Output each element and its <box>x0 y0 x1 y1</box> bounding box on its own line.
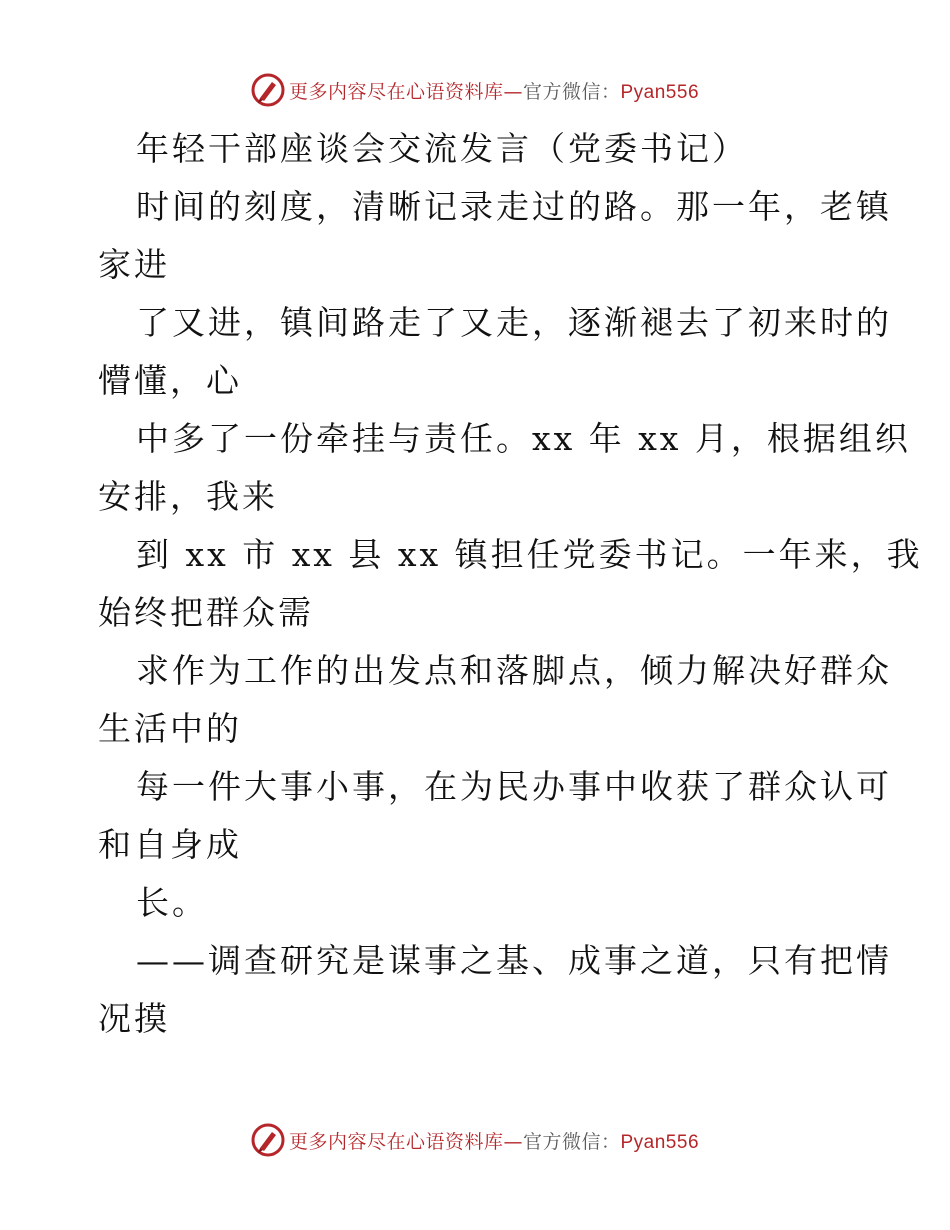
text-line: 家进 <box>98 245 170 284</box>
footer-banner <box>0 1120 950 1160</box>
header-banner-slogan: 更多内容尽在心语资料库 <box>288 80 504 103</box>
footer-banner-wechat-id: Pyan556 <box>620 1131 700 1153</box>
header-banner <box>0 70 950 110</box>
text-line: 每一件大事小事，在为民办事中收获了群众认可 <box>136 767 892 806</box>
pen-logo-icon <box>251 73 285 107</box>
text-line: 生活中的 <box>98 709 242 748</box>
document-title: 年轻干部座谈会交流发言（党委书记） <box>136 129 748 168</box>
text-line: 和自身成 <box>98 825 242 864</box>
header-banner-separator: — <box>503 80 523 103</box>
header-banner-text <box>289 77 699 104</box>
pen-logo-icon <box>251 1123 285 1157</box>
text-line: ——调查研究是谋事之基、成事之道，只有把情 <box>136 941 892 980</box>
document-body <box>98 120 923 1048</box>
footer-banner-slogan: 更多内容尽在心语资料库 <box>288 1130 504 1153</box>
text-line: 始终把群众需 <box>98 593 314 632</box>
text-line: 时间的刻度，清晰记录走过的路。那一年，老镇 <box>136 187 892 226</box>
text-line: 懵懂，心 <box>98 361 242 400</box>
footer-banner-wechat-label: 官方微信： <box>522 1130 621 1153</box>
text-line: 了又进，镇间路走了又走，逐渐褪去了初来时的 <box>136 303 892 342</box>
text-line: 到 xx 市 xx 县 xx 镇担任党委书记。一年来，我 <box>136 535 923 574</box>
text-line: 况摸 <box>98 999 170 1038</box>
text-line: 中多了一份牵挂与责任。xx 年 xx 月，根据组织 <box>136 419 911 458</box>
footer-banner-separator: — <box>503 1130 523 1153</box>
text-line: 长。 <box>136 883 208 922</box>
text-line: 安排，我来 <box>98 477 278 516</box>
header-banner-wechat-id: Pyan556 <box>620 81 700 103</box>
footer-banner-text <box>289 1127 699 1154</box>
header-banner-wechat-label: 官方微信： <box>522 80 621 103</box>
text-line: 求作为工作的出发点和落脚点，倾力解决好群众 <box>136 651 892 690</box>
